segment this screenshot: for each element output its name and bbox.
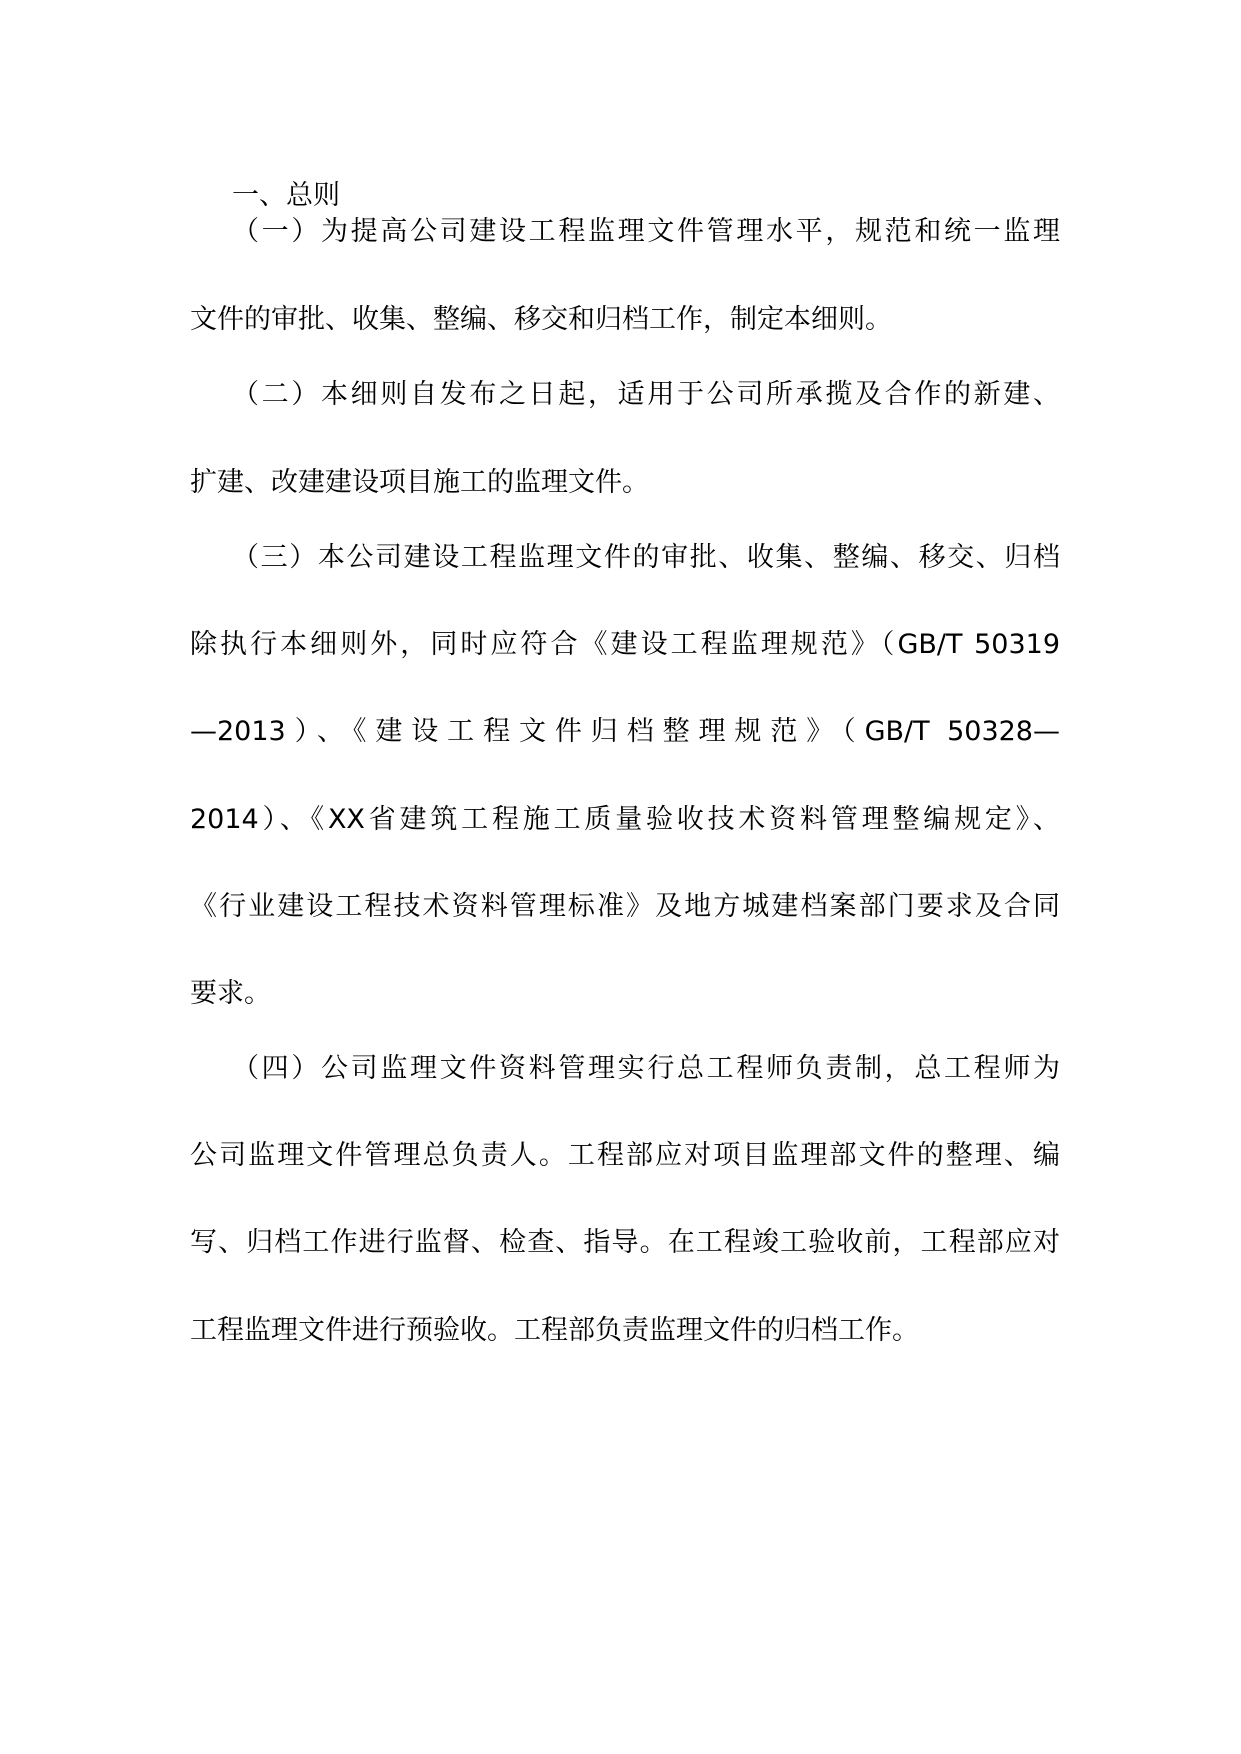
paragraph-2-line-2: 扩建、改建建设项目施工的监理文件。 bbox=[190, 467, 649, 498]
paragraph-4-line-1: （四）公司监理文件资料管理实行总工程师负责制，总工程师为 bbox=[232, 1053, 1060, 1084]
paragraph-1-line-1: （一）为提高公司建设工程监理文件管理水平，规范和统一监理 bbox=[232, 216, 1060, 247]
paragraph-3-line-5: 《行业建设工程技术资料管理标准》及地方城建档案部门要求及合同 bbox=[190, 891, 1060, 922]
paragraph-3-line-3: —2013）、《建设工程文件归档整理规范》（GB/T 50328— bbox=[190, 716, 1060, 747]
paragraph-3-line-4: 2014）、《XX省建筑工程施工质量验收技术资料管理整编规定》、 bbox=[190, 804, 1060, 835]
section-heading: 一、总则 bbox=[232, 180, 340, 211]
paragraph-4-line-2: 公司监理文件管理总负责人。工程部应对项目监理部文件的整理、编 bbox=[190, 1140, 1060, 1171]
paragraph-3-line-6: 要求。 bbox=[190, 978, 271, 1009]
paragraph-3-line-1: （三）本公司建设工程监理文件的审批、收集、整编、移交、归档 bbox=[232, 542, 1060, 573]
paragraph-4-line-4: 工程监理文件进行预验收。工程部负责监理文件的归档工作。 bbox=[190, 1315, 919, 1346]
paragraph-4-line-3: 写、归档工作进行监督、检查、指导。在工程竣工验收前，工程部应对 bbox=[190, 1227, 1060, 1258]
paragraph-1-line-2: 文件的审批、收集、整编、移交和归档工作，制定本细则。 bbox=[190, 304, 892, 335]
paragraph-3-line-2: 除执行本细则外，同时应符合《建设工程监理规范》（GB/T 50319 bbox=[190, 629, 1060, 660]
paragraph-2-line-1: （二）本细则自发布之日起，适用于公司所承揽及合作的新建、 bbox=[232, 379, 1060, 410]
